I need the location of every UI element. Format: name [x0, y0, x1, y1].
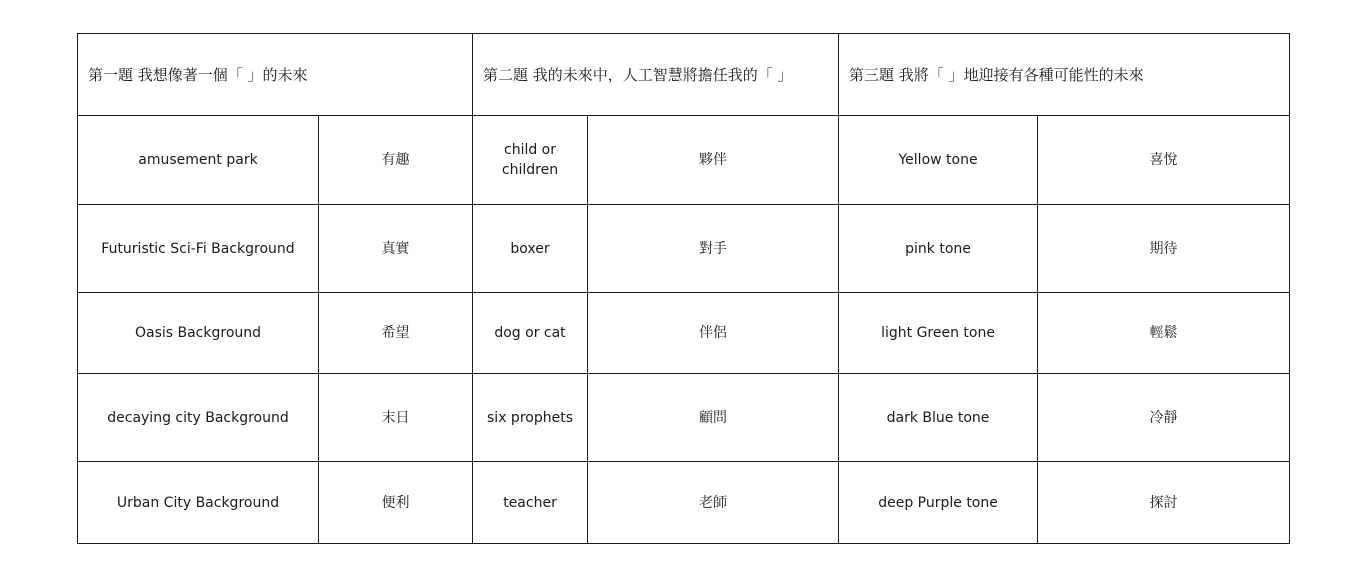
q3-option-cell: dark Blue tone — [839, 374, 1038, 462]
q1-option-cell: Futuristic Sci-Fi Background — [78, 205, 319, 293]
q2-option-cell — [473, 116, 588, 205]
table-row — [78, 462, 1290, 544]
header-row — [78, 34, 1290, 116]
q3-meaning-cell: 輕鬆 — [1038, 293, 1290, 374]
question-3-header: 第三題 我將「 」地迎接有各種可能性的未來 — [839, 34, 1290, 116]
q2-option-cell: six prophets — [473, 374, 588, 462]
q2-meaning-cell: 對手 — [588, 205, 839, 293]
table-row — [78, 205, 1290, 293]
q3-meaning-cell: 期待 — [1038, 205, 1290, 293]
q2-option-line: child or — [504, 142, 557, 158]
questionnaire-table — [77, 33, 1290, 544]
q2-option-cell: dog or cat — [473, 293, 588, 374]
q2-meaning-cell: 老師 — [588, 462, 839, 544]
q2-meaning-cell: 夥伴 — [588, 116, 839, 205]
table-row — [78, 116, 1290, 205]
q1-meaning-cell: 真實 — [319, 205, 473, 293]
q2-option-cell: teacher — [473, 462, 588, 544]
table-row — [78, 293, 1290, 374]
q2-option-line: children — [501, 162, 559, 178]
q3-option-cell: pink tone — [839, 205, 1038, 293]
q1-option-cell: Oasis Background — [78, 293, 319, 374]
q3-option-cell: Yellow tone — [839, 116, 1038, 205]
table-row — [78, 374, 1290, 462]
q3-option-cell: light Green tone — [839, 293, 1038, 374]
q3-meaning-cell: 探討 — [1038, 462, 1290, 544]
q1-option-cell: decaying city Background — [78, 374, 319, 462]
q3-meaning-cell: 冷靜 — [1038, 374, 1290, 462]
q1-meaning-cell: 便利 — [319, 462, 473, 544]
q3-option-cell: deep Purple tone — [839, 462, 1038, 544]
q1-meaning-cell: 末日 — [319, 374, 473, 462]
question-2-header: 第二題 我的未來中，人工智慧將擔任我的「 」 — [473, 34, 839, 116]
q1-meaning-cell: 有趣 — [319, 116, 473, 205]
q1-option-cell: amusement park — [78, 116, 319, 205]
q1-option-cell: Urban City Background — [78, 462, 319, 544]
q2-meaning-cell: 伴侶 — [588, 293, 839, 374]
question-1-header: 第一題 我想像著一個「 」的未來 — [78, 34, 473, 116]
q1-meaning-cell: 希望 — [319, 293, 473, 374]
q2-meaning-cell: 顧問 — [588, 374, 839, 462]
q2-option-cell: boxer — [473, 205, 588, 293]
q3-meaning-cell: 喜悅 — [1038, 116, 1290, 205]
